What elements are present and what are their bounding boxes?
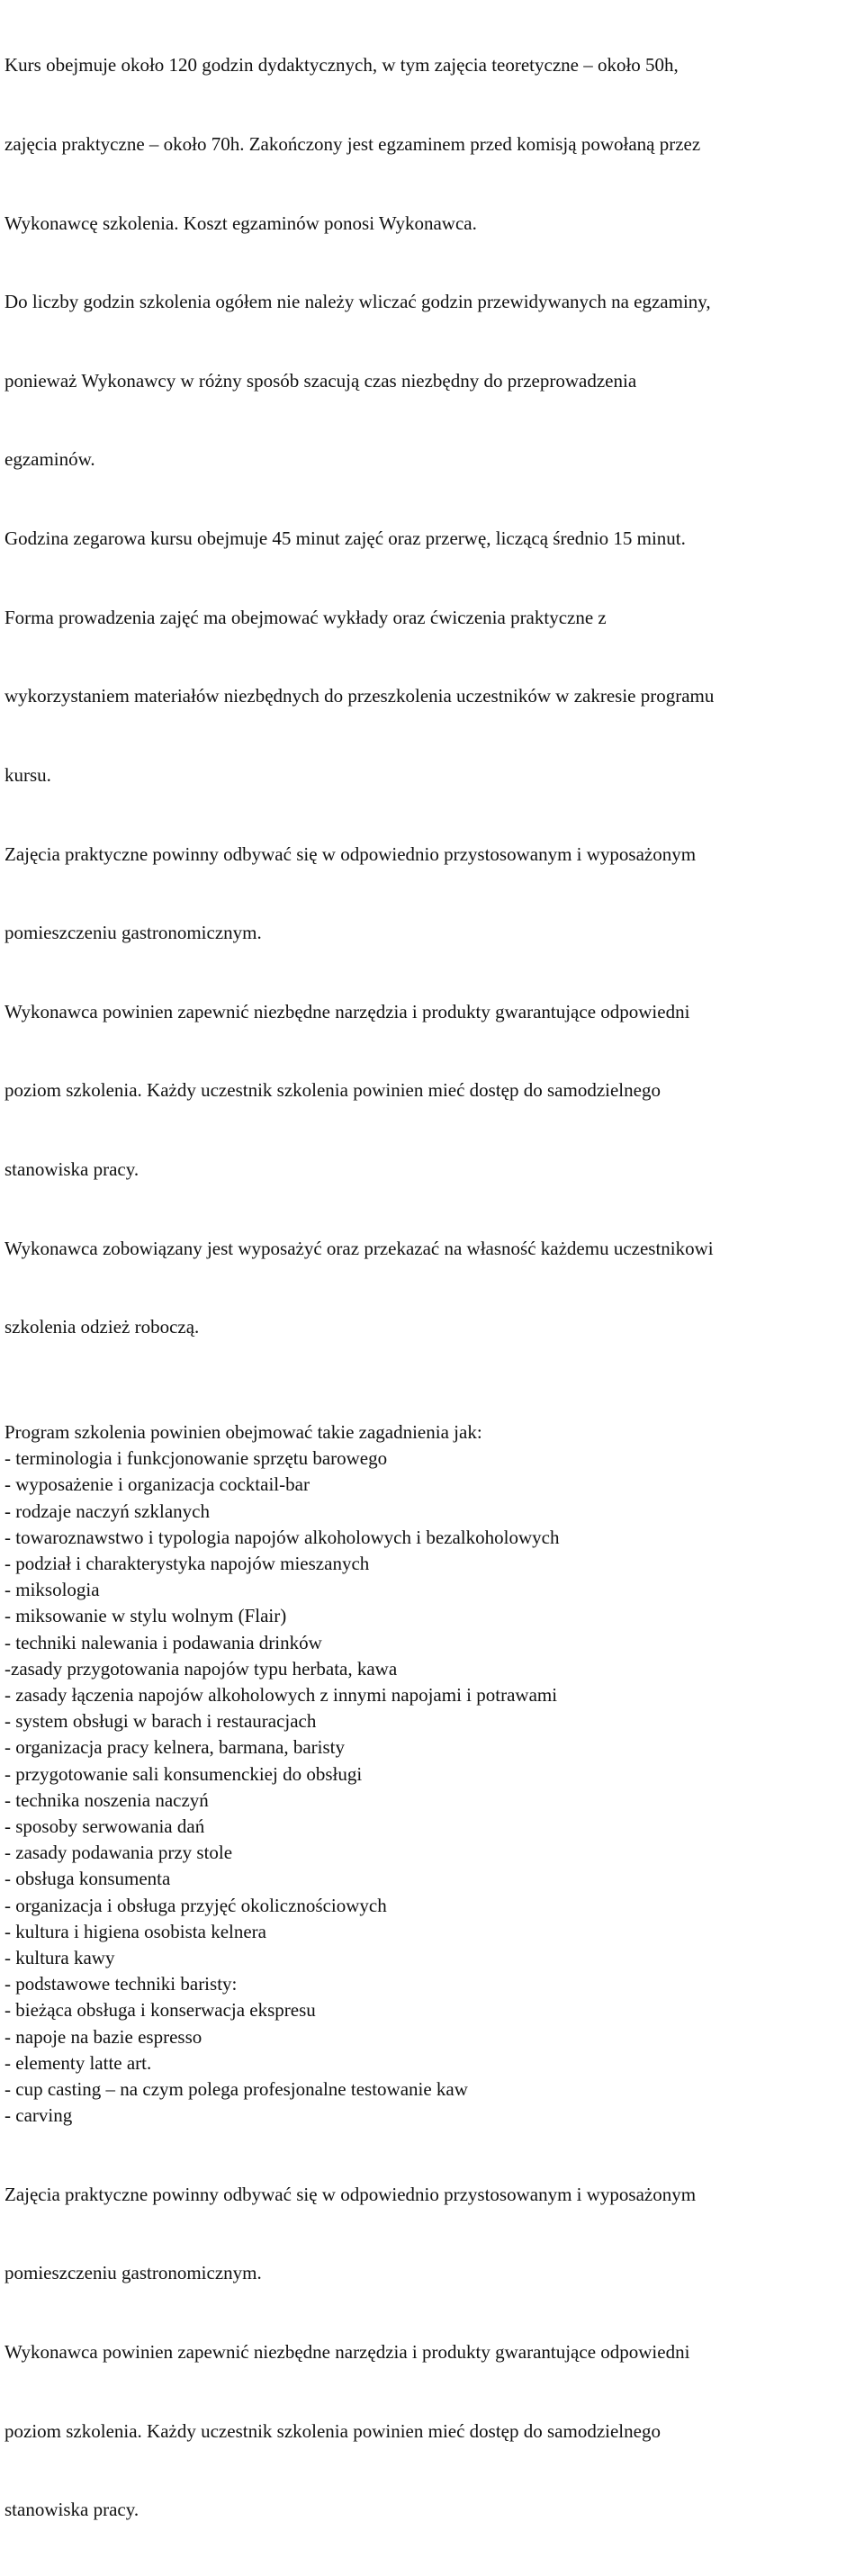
closing-line: poziom szkolenia. Każdy uczestnik szkolenia powinien mieć dostęp do samodzielnego	[4, 2419, 661, 2442]
intro-line: wykorzystaniem materiałów niezbędnych do przeszkolenia uczestników w zakresie programu	[4, 685, 715, 707]
program-topic: - napoje na bazie espresso	[4, 2025, 202, 2048]
intro-line: szkolenia odzież roboczą.	[4, 1316, 200, 1338]
program-topic: - przygotowanie sali konsumenckiej do obsługi	[4, 1762, 363, 1785]
intro-section	[4, 0, 864, 1393]
program-topic: - organizacja pracy kelnera, barmana, baristy	[4, 1736, 345, 1759]
intro-line: Zajęcia praktyczne powinny odbywać się w odpowiednio przystosowanym i wyposażonym	[4, 842, 697, 865]
program-topic: - miksowanie w stylu wolnym (Flair)	[4, 1605, 287, 1627]
intro-line: Wykonawca zobowiązany jest wyposażyć oraz przekazać na własność każdemu uczestnikowi	[4, 1237, 714, 1259]
intro-line: zajęcia praktyczne – około 70h. Zakończony jest egzaminem przed komisją powołaną przez	[4, 133, 701, 156]
program-topic: - sposoby serwowania dań	[4, 1815, 205, 1837]
program-topic-list	[4, 1446, 864, 2129]
program-topic: - miksologia	[4, 1579, 100, 1601]
program-topic: - podstawowe techniki baristy:	[4, 1973, 238, 1995]
program-topic: - cup casting – na czym polega profesjonalne testowanie kaw	[4, 2078, 468, 2101]
intro-line: Forma prowadzenia zajęć ma obejmować wykłady oraz ćwiczenia praktyczne z	[4, 606, 607, 628]
closing-section	[4, 2129, 864, 2575]
program-topic: - obsługa konsumenta	[4, 1868, 171, 1890]
program-topic: - bieżąca obsługa i konserwacja ekspresu	[4, 1999, 316, 2022]
blank-line	[4, 1393, 864, 1419]
intro-line: Wykonawcę szkolenia. Koszt egzaminów ponosi Wykonawca.	[4, 212, 477, 234]
closing-line: stanowiska pracy.	[4, 2499, 140, 2521]
program-topic: - carving	[4, 2104, 73, 2127]
intro-line: Do liczby godzin szkolenia ogółem nie należy wliczać godzin przewidywanych na egzaminy,	[4, 291, 711, 313]
program-topic: - zasady łączenia napojów alkoholowych z innymi napojami i potrawami	[4, 1683, 558, 1706]
program-topic: - techniki nalewania i podawania drinków	[4, 1631, 322, 1653]
program-topic: - kultura i higiena osobista kelnera	[4, 1920, 266, 1942]
program-topic: - system obsługi w barach i restauracjach	[4, 1710, 317, 1733]
program-topic: - wyposażenie i organizacja cocktail-bar	[4, 1473, 310, 1496]
program-intro: Program szkolenia powinien obejmować takie zagadnienia jak:	[4, 1420, 482, 1443]
program-topic: - terminologia i funkcjonowanie sprzętu barowego	[4, 1447, 388, 1470]
program-topic: - organizacja i obsługa przyjęć okolicznościowych	[4, 1894, 387, 1916]
intro-line: Godzina zegarowa kursu obejmuje 45 minut zajęć oraz przerwę, liczącą średnio 15 minut.	[4, 527, 686, 550]
program-topic: -zasady przygotowania napojów typu herbata, kawa	[4, 1657, 398, 1680]
intro-line: egzaminów.	[4, 448, 95, 471]
closing-line: Zajęcia praktyczne powinny odbywać się w odpowiednio przystosowanym i wyposażonym	[4, 2183, 697, 2205]
program-topic: - elementy latte art.	[4, 2051, 152, 2074]
program-topic: - kultura kawy	[4, 1947, 115, 1969]
intro-line: Kurs obejmuje około 120 godzin dydaktycznych, w tym zajęcia teoretyczne – około 50h,	[4, 54, 679, 77]
intro-line: poziom szkolenia. Każdy uczestnik szkolenia powinien mieć dostęp do samodzielnego	[4, 1079, 661, 1102]
program-topic: - rodzaje naczyń szklanych	[4, 1500, 210, 1522]
closing-line: Wykonawca powinien zapewnić niezbędne narzędzia i produkty gwarantujące odpowiedni	[4, 2341, 690, 2364]
program-topic: - technika noszenia naczyń	[4, 1788, 209, 1811]
intro-line: stanowiska pracy.	[4, 1157, 140, 1180]
closing-line: pomieszczeniu gastronomicznym.	[4, 2262, 262, 2284]
intro-line: ponieważ Wykonawcy w różny sposób szacują czas niezbędny do przeprowadzenia	[4, 369, 637, 392]
intro-line: pomieszczeniu gastronomicznym.	[4, 922, 262, 944]
program-topic: - towaroznawstwo i typologia napojów alkoholowych i bezalkoholowych	[4, 1526, 560, 1548]
program-section	[4, 1419, 864, 2129]
program-topic: - zasady podawania przy stole	[4, 1842, 233, 1864]
intro-line: Wykonawca powinien zapewnić niezbędne narzędzia i produkty gwarantujące odpowiedni	[4, 1000, 690, 1022]
intro-line: kursu.	[4, 763, 51, 786]
program-topic: - podział i charakterystyka napojów mieszanych	[4, 1552, 370, 1574]
